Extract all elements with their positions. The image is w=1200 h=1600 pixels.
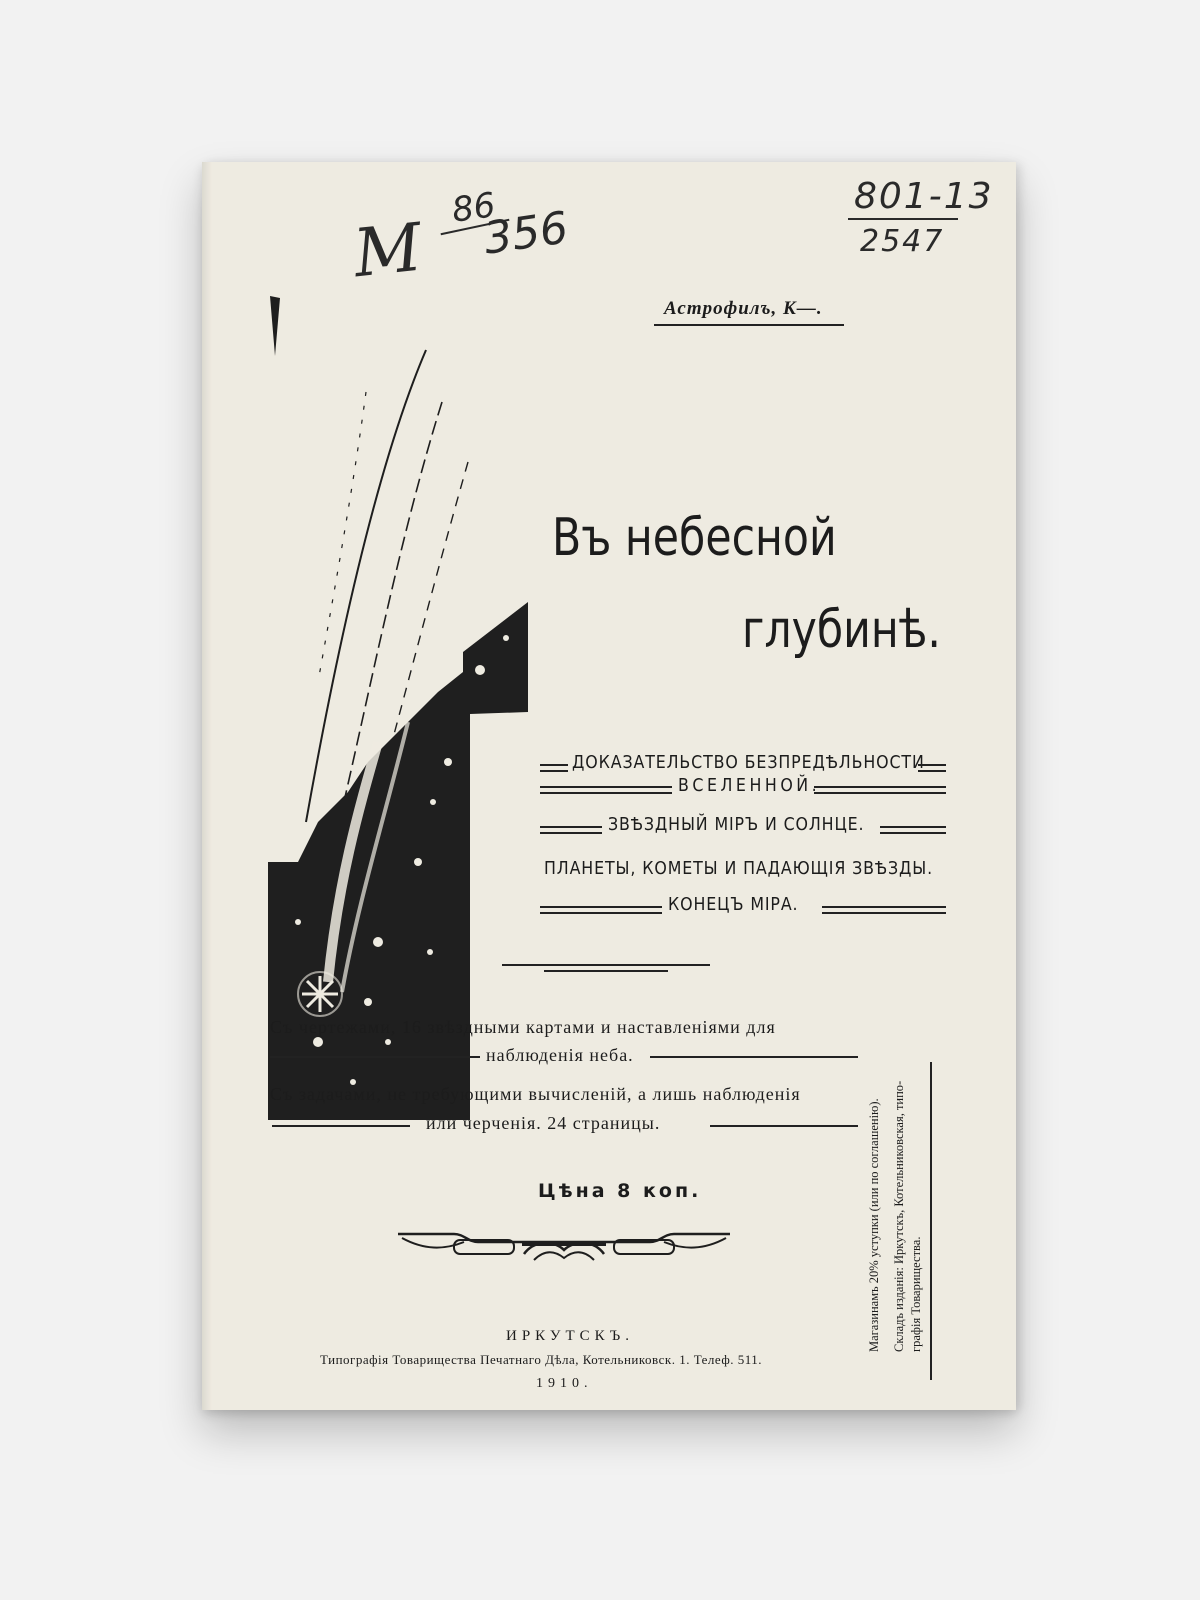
price: Цѣна 8 коп. bbox=[538, 1180, 702, 1202]
description-rule-left bbox=[272, 1125, 410, 1127]
side-note bbox=[866, 1022, 946, 1352]
handwritten-number-bottom-right: 2547 bbox=[860, 224, 945, 259]
double-rule bbox=[822, 906, 946, 914]
title-line-1: Въ небесной bbox=[552, 508, 837, 568]
contents-item-1: ДОКАЗАТЕЛЬСТВО БЕЗПРЕДѢЛЬНОСТИ bbox=[572, 752, 925, 773]
description-line-2: наблюденія неба. bbox=[486, 1045, 634, 1065]
double-rule bbox=[540, 826, 602, 834]
double-rule bbox=[880, 826, 946, 834]
author-underline bbox=[654, 324, 844, 326]
double-rule bbox=[540, 786, 672, 794]
separator-rule bbox=[544, 970, 668, 972]
contents-item-4: ПЛАНЕТЫ, КОМЕТЫ И ПАДАЮЩІЯ ЗВѢЗДЫ. bbox=[544, 858, 934, 879]
imprint-year: 1910. bbox=[536, 1376, 593, 1391]
description-line-3: Съ задачами, не требующими вычисленій, а лишь наблюденія bbox=[270, 1084, 801, 1104]
imprint-printer: Типографія Товарищества Печатнаго Дѣла, Котельниковск. 1. Телеф. 511. bbox=[320, 1352, 763, 1367]
description-rule-left bbox=[270, 1056, 480, 1058]
handwritten-number-top-right: 801-13 bbox=[854, 176, 994, 217]
contents-item-3: ЗВѢЗДНЫЙ МІРЪ И СОЛНЦЕ. bbox=[608, 814, 865, 835]
author-name: Астрофилъ, К—. bbox=[664, 298, 823, 319]
side-note-line-1: Магазинамъ 20% уступки (или по соглашенію). bbox=[867, 1098, 881, 1352]
handwritten-fraction-top: 86 bbox=[449, 185, 498, 231]
description-rule-right bbox=[710, 1125, 858, 1127]
double-rule bbox=[918, 764, 946, 772]
double-rule bbox=[540, 764, 568, 772]
handwritten-underline bbox=[848, 218, 958, 220]
side-note-line-2: Складъ изданія: Иркутскъ, Котельниковская, типо- bbox=[892, 1080, 906, 1352]
description-line-1: Съ чертежами, 16 звѣздными картами и наставленіями для bbox=[270, 1017, 776, 1037]
double-rule bbox=[540, 906, 662, 914]
separator-rule bbox=[502, 964, 710, 966]
contents-item-2: ВСЕЛЕННОЙ. bbox=[678, 775, 821, 796]
title-line-2: глубинѣ. bbox=[742, 600, 941, 660]
handwritten-call-mark: М bbox=[350, 208, 426, 293]
contents-item-5: КОНЕЦЪ МІРА. bbox=[668, 894, 799, 915]
imprint-city: ИРКУТСКЪ. bbox=[506, 1328, 635, 1344]
description-line-4: или черченія. 24 страницы. bbox=[426, 1113, 661, 1133]
description-rule-right bbox=[650, 1056, 858, 1058]
double-rule bbox=[814, 786, 946, 794]
handwritten-fraction-bottom: 356 bbox=[480, 202, 572, 265]
side-note-line-3: графія Товарищества. bbox=[909, 1236, 923, 1352]
book-cover bbox=[202, 162, 1016, 1410]
ornament-icon bbox=[394, 1220, 734, 1264]
